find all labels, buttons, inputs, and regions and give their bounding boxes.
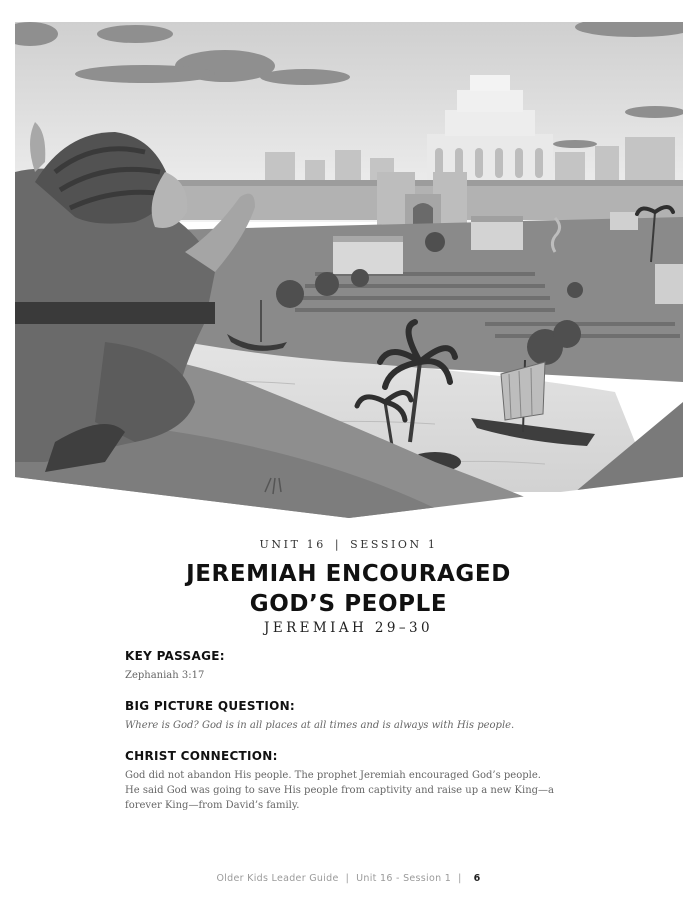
christ-connection-heading: CHRIST CONNECTION:: [125, 749, 278, 763]
footer-divider-2: |: [458, 873, 462, 884]
christ-connection-text: God did not abandon His people. The prophet Jeremiah encouraged God’s people. He said God was going to save His people from captivity and raise up a new King—a forever King—from David’s family.: [125, 770, 554, 811]
page-number: 6: [473, 873, 481, 884]
page-footer: [0, 873, 697, 884]
page-title: [0, 559, 697, 619]
scripture-reference: JEREMIAH 29–30: [264, 620, 433, 636]
footer-unit-session: Unit 16 - Session 1: [356, 873, 452, 884]
unit-label: UNIT 16: [259, 538, 326, 551]
footer-divider-1: |: [345, 873, 350, 884]
title-line-1: JEREMIAH ENCOURAGED: [186, 561, 511, 587]
unit-session-line: [0, 537, 697, 553]
key-passage-text: Zephaniah 3:17: [125, 670, 205, 681]
big-picture-question-heading: BIG PICTURE QUESTION:: [125, 699, 296, 713]
christ-connection-section: [125, 748, 555, 813]
session-header: [0, 537, 697, 637]
key-passage-heading: KEY PASSAGE:: [125, 649, 225, 663]
title-line-2: GOD’S PEOPLE: [249, 591, 448, 617]
big-picture-question-section: [125, 698, 555, 733]
session-summary: [125, 648, 555, 828]
session-label: SESSION 1: [350, 538, 438, 551]
unit-divider: |: [334, 538, 342, 551]
key-passage-section: [125, 648, 555, 683]
guide-name: Older Kids Leader Guide: [216, 873, 339, 884]
big-picture-question-text: Where is God? God is in all places at all times and is always with His people.: [125, 720, 515, 731]
illustration-scene: [15, 22, 683, 518]
hero-illustration: [15, 22, 683, 518]
